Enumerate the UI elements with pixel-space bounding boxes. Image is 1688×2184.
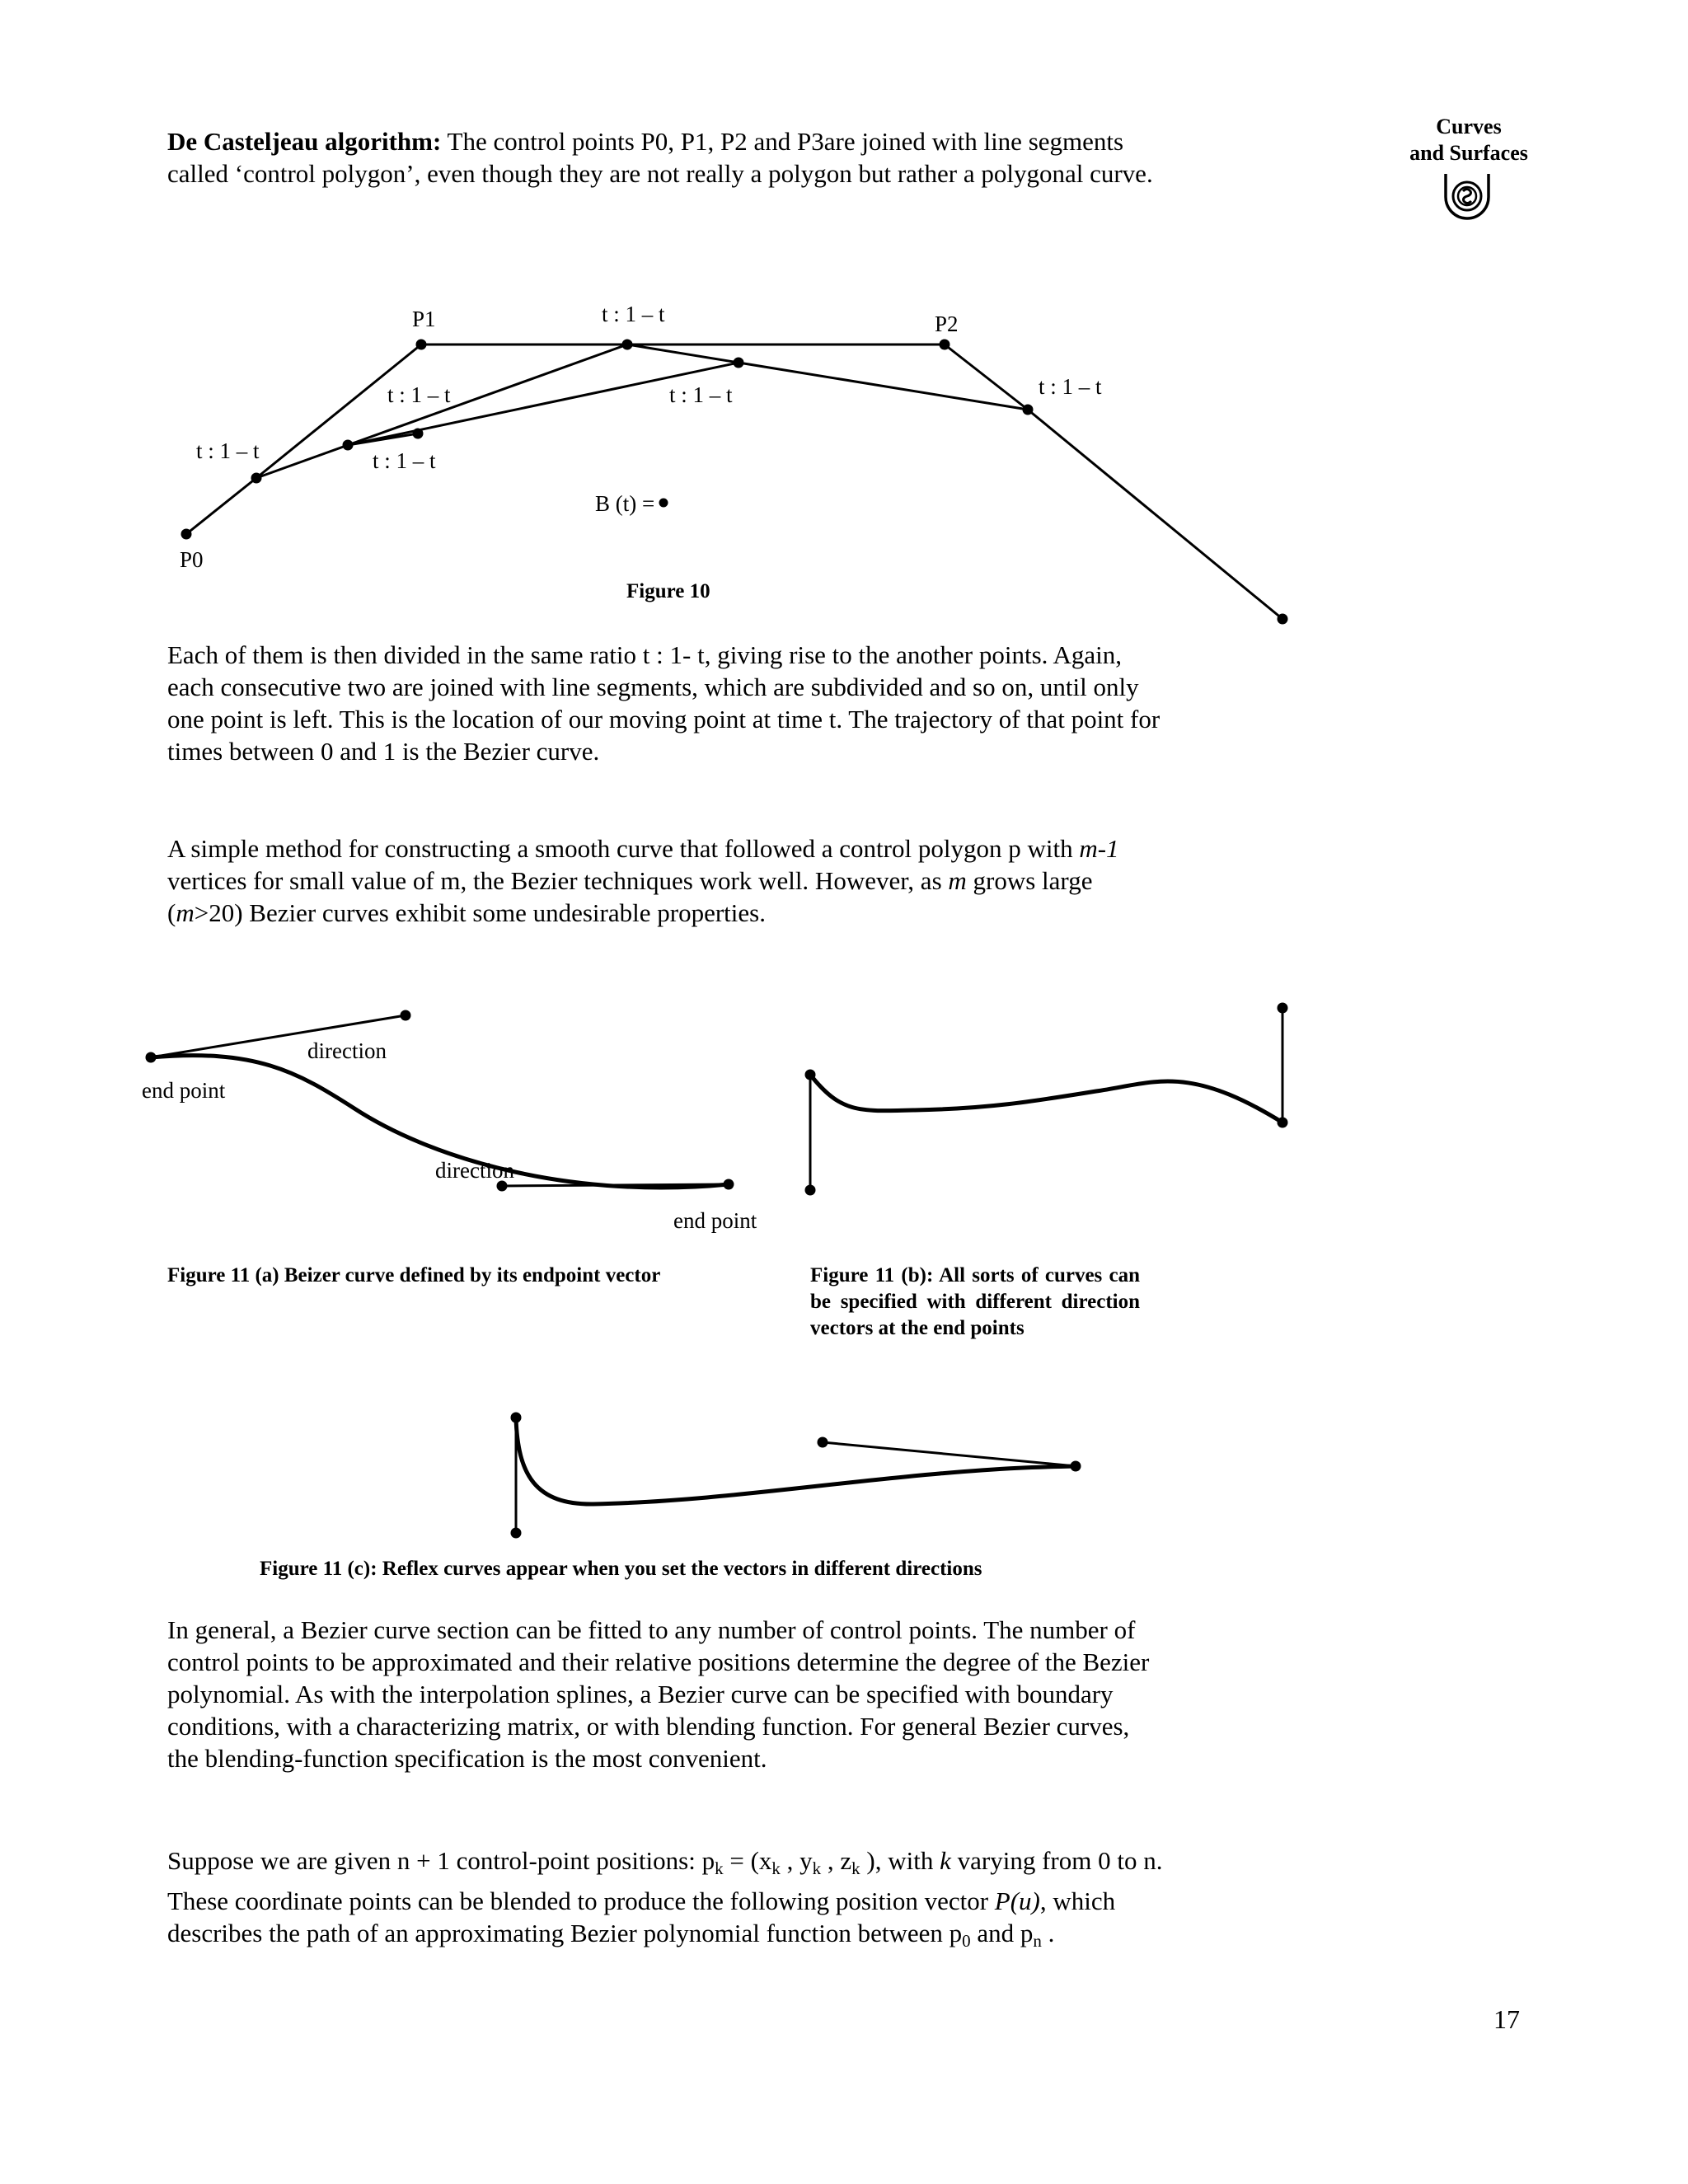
point-bt [659, 499, 668, 508]
para5-subn: n [1033, 1931, 1042, 1951]
para5-var-pu: P(u) [994, 1886, 1040, 1915]
ratio-label-lower: t : 1 – t [373, 448, 436, 473]
para5-var-k: k [940, 1846, 951, 1875]
bezier-curve-c [516, 1418, 1076, 1504]
paragraph-bezier-method [167, 832, 1165, 929]
point-c-start [511, 1413, 522, 1423]
label-endpoint-left: end point [142, 1078, 226, 1103]
point-d [734, 358, 744, 368]
point-e [1023, 405, 1034, 415]
paragraph-control-points [167, 1844, 1165, 1957]
point-p1 [416, 340, 427, 350]
para5-part3: varying from 0 to n. These coordinate points can be blended to produce the following position vector [167, 1846, 1163, 1915]
point-b [622, 340, 633, 350]
point-p0 [181, 529, 192, 540]
segment-c-f [348, 434, 418, 445]
section-header [1395, 114, 1543, 166]
figure-11c-caption: Figure 11 (c): Reflex curves appear when you set the vectors in different directions [260, 1558, 982, 1580]
para3-var2: m [948, 866, 967, 895]
formula-sub-k-y: k [812, 1858, 822, 1878]
point-b-start [805, 1070, 816, 1080]
label-direction-bottom: direction [435, 1158, 514, 1183]
figure-11a-caption: Figure 11 (a) Beizer curve defined by its endpoint vector [167, 1264, 661, 1286]
university-emblem-icon [1441, 169, 1493, 222]
point-c-vector-right [818, 1437, 828, 1448]
formula-close: ), [860, 1846, 882, 1875]
bt-label: B (t) = [595, 491, 655, 516]
figure-11b-drawing [805, 1003, 1288, 1196]
formula-y: , y [780, 1846, 813, 1875]
para3-var1: m-1 [1079, 834, 1119, 863]
algorithm-term: De Casteljeau algorithm: [167, 127, 442, 156]
point-b-vector-left [805, 1185, 816, 1196]
point-f [413, 429, 424, 439]
point-b-end [1278, 1118, 1288, 1128]
para3-part2: vertices for small value of m, the Bezier techniques work well. However, as [167, 866, 949, 895]
segment-p0-a [186, 478, 256, 534]
ratio-label-left: t : 1 – t [196, 438, 260, 463]
section-title-line2: and Surfaces [1409, 141, 1528, 165]
control-polygon [186, 344, 1282, 619]
para5-end: . [1041, 1919, 1055, 1947]
formula-sub-k-x: k [771, 1858, 781, 1878]
bezier-curve-b [810, 1075, 1282, 1122]
ratio-label-mid: t : 1 – t [669, 382, 733, 407]
ratio-label-top: t : 1 – t [602, 302, 665, 326]
formula-sub-k: k [715, 1858, 724, 1878]
paragraph-subdivision: Each of them is then divided in the same ratio t : 1- t, giving rise to the another points. Again, each consecutive two are joined with line segments, which are subdivided and so on, until only one point is left. This is the location of our moving point at time t. The trajectory of that point for times between 0 and 1 is the Bezier curve. [167, 640, 1160, 766]
label-endpoint-bottom: end point [673, 1208, 757, 1233]
endpoint-left [146, 1052, 157, 1063]
figure-11ab [0, 989, 1688, 1253]
label-p2: P2 [935, 312, 959, 336]
para5-sub0: 0 [962, 1931, 971, 1951]
intro-paragraph [167, 125, 1165, 190]
point-c-end [1071, 1461, 1081, 1472]
label-direction-top: direction [307, 1038, 387, 1063]
point-p2 [940, 340, 950, 350]
para3-var3: m [176, 898, 195, 927]
para5-pn: p [1020, 1919, 1034, 1947]
para5-part4: , which describes the path of an approximating Bezier polynomial function between [167, 1886, 1116, 1947]
figure-10-caption: Figure 10 [626, 580, 710, 602]
figure-11c [0, 1401, 1688, 1549]
para3-part3: grows large ( [167, 866, 1093, 927]
para5-p0: p [949, 1919, 963, 1947]
figure-10 [0, 280, 1688, 643]
para5-part2: with [881, 1846, 940, 1875]
ratio-label-right: t : 1 – t [1039, 374, 1102, 399]
formula-eq: = (x [723, 1846, 772, 1875]
point-c [343, 440, 354, 451]
intro-text: The control points P0, P1, P2 and P3are joined with line segments called ‘control polygon’, even though they are not really a polygon but rather a polygonal curve. [167, 127, 1153, 188]
para5-and: and [970, 1919, 1020, 1947]
formula-p: p [701, 1846, 715, 1875]
ratio-label-upper-left: t : 1 – t [387, 382, 451, 407]
point-p3 [1278, 614, 1288, 625]
formula-pk [701, 1846, 882, 1878]
label-p0: P0 [180, 547, 204, 572]
section-title-line1: Curves [1436, 115, 1502, 138]
point-a [251, 473, 262, 484]
segment-p2-e [945, 344, 1028, 410]
formula-sub-k-z: k [851, 1858, 860, 1878]
figure-11a-drawing [142, 1010, 757, 1234]
point-c-vector-left [511, 1528, 522, 1539]
paragraph-general: In general, a Bezier curve section can be fitted to any number of control points. The number of control points to be approximated and their relative positions determine the degree of the Bezier polynomial. As with the interpolation splines, a Bezier curve can be specified with boundary conditions, with a characterizing matrix, or with blending function. For general Bezier curves, the blending-function specification is the most convenient. [167, 1615, 1150, 1773]
segment-e-p3 [1028, 410, 1282, 619]
label-p1: P1 [412, 307, 436, 331]
para3-part1: A simple method for constructing a smooth curve that followed a control polygon p with [167, 834, 1080, 863]
point-b-vector-right [1278, 1003, 1288, 1014]
endpoint-right [724, 1179, 734, 1190]
direction-point-top [401, 1010, 411, 1021]
figure-11b-caption: Figure 11 (b): All sorts of curves can be specified with different direction vectors at the end points [810, 1264, 1140, 1339]
vector-c-right [823, 1442, 1076, 1466]
segment-a-b [256, 344, 627, 478]
para5-part1: Suppose we are given n + 1 control-point positions: [167, 1846, 702, 1875]
formula-z: , z [821, 1846, 852, 1875]
figure-10-points [181, 340, 1288, 625]
page-number: 17 [1493, 2004, 1520, 2034]
para3-part4: >20) Bezier curves exhibit some undesirable properties. [194, 898, 766, 927]
